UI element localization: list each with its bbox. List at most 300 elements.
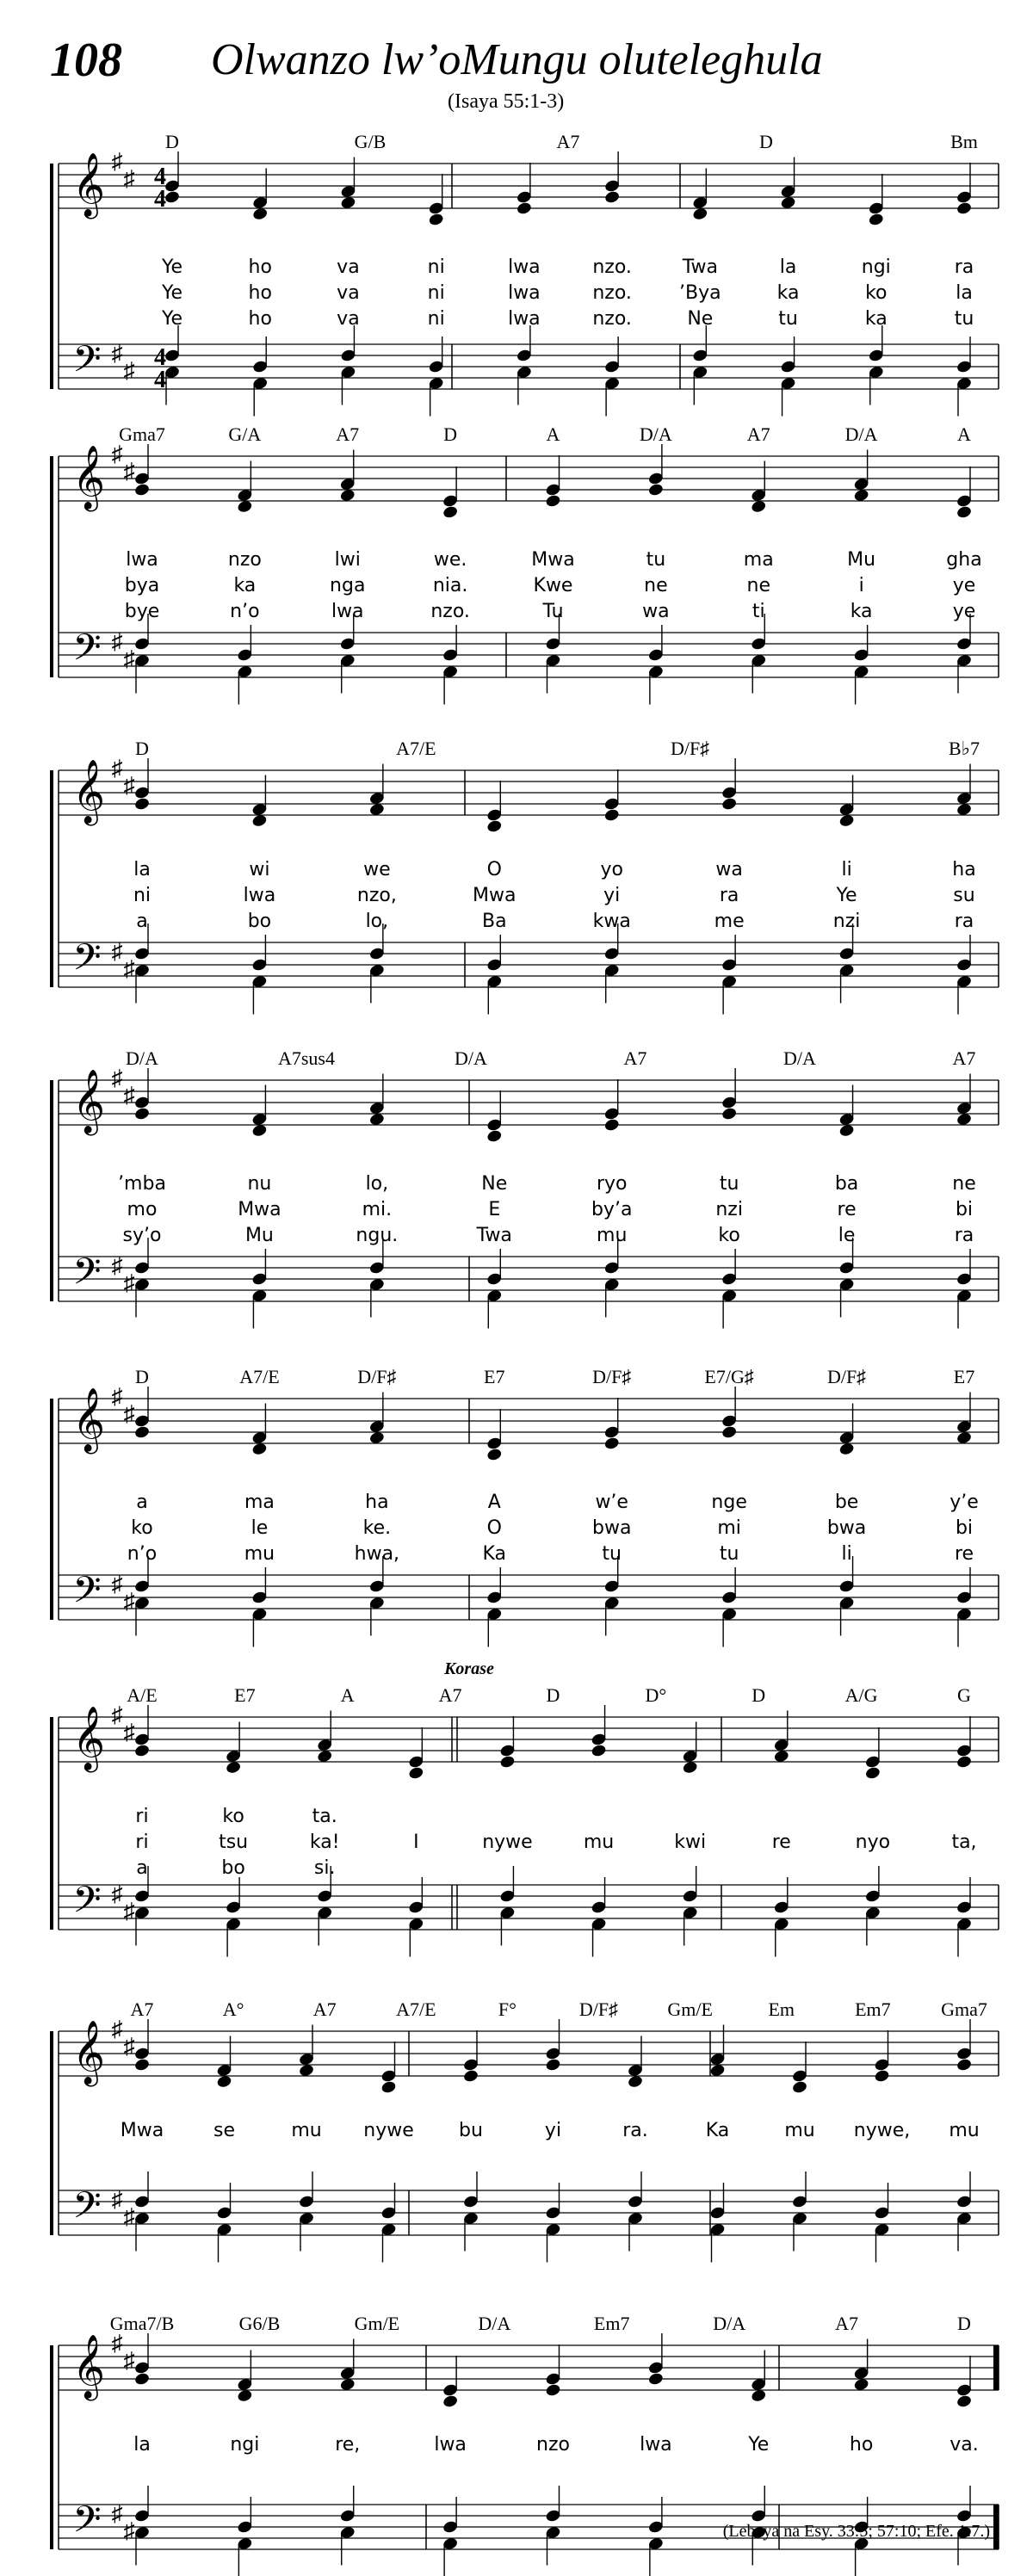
lyric-syllable: nia. (432, 575, 468, 596)
chord-symbol: D (135, 738, 149, 759)
lyric-syllable: Mu (244, 1225, 274, 1246)
lyric-syllable: nzo. (592, 282, 632, 304)
chord-symbol: D (443, 423, 458, 445)
treble-note (380, 2080, 397, 2095)
chord-symbol: D° (645, 1684, 667, 1706)
lyric-syllable: yi (603, 885, 621, 906)
lyric-syllable: Ye (748, 2434, 770, 2456)
lyric-syllable: ko (718, 1225, 740, 1246)
lyric-syllable: lwi (334, 549, 361, 571)
bass-clef: 𝄢 (72, 1881, 102, 1930)
chord-symbol: D/F♯ (826, 1366, 867, 1387)
treble-note (133, 1744, 150, 1758)
chord-symbol: D (546, 1684, 560, 1706)
treble-note (133, 2058, 150, 2073)
lyric-syllable: Mwa (531, 549, 575, 571)
lyric-syllable: ho (849, 2434, 874, 2456)
treble-note (603, 1118, 620, 1133)
key-sig-sharp-f: ♯ (111, 1253, 123, 1278)
chord-symbol: A/E (127, 1684, 158, 1706)
lyric-syllable: ye (952, 575, 976, 596)
lyric-syllable: la (133, 2434, 151, 2456)
chord-symbol: Gma7 (941, 1998, 987, 2020)
lyric-syllable: bye (124, 601, 160, 622)
lyric-syllable: ba (834, 1173, 859, 1195)
time-signature-top: 4 (154, 164, 166, 190)
chord-symbol: B♭7 (948, 738, 980, 759)
treble-clef: 𝄞 (72, 1389, 105, 1450)
lyric-syllable: nyo (855, 1832, 891, 1853)
chord-symbol: A (546, 423, 560, 445)
chord-symbol: G6/B (238, 2313, 281, 2334)
lyric-syllable: wi (249, 859, 270, 880)
chord-symbol: E7 (234, 1684, 256, 1706)
lyric-syllable: lo, (365, 1173, 389, 1195)
lyric-syllable: O (486, 1517, 502, 1539)
lyric-syllable: bu (459, 2120, 483, 2141)
lyric-syllable: Ka (482, 1543, 507, 1565)
key-sig-sharp-f: ♯ (111, 939, 123, 964)
footnote: (Lebaya na Esy. 33:5; 57:10; Efe. 1:7.) (722, 2522, 990, 2541)
bass-clef: 𝄢 (72, 1252, 102, 1301)
hymn-number: 108 (50, 34, 122, 87)
key-sig-sharp-f: ♯ (111, 1702, 123, 1727)
chord-symbol: A7 (312, 1998, 337, 2020)
lyric-syllable: Mu (847, 549, 876, 571)
treble-note (486, 1129, 503, 1144)
treble-note (408, 1766, 424, 1781)
lyric-syllable: mi. (362, 1199, 393, 1220)
treble-note (604, 190, 621, 205)
chord-symbol: D/F♯ (671, 738, 710, 759)
key-sig-sharp-f: ♯ (111, 149, 123, 174)
treble-note (868, 213, 884, 227)
lyric-syllable: sy’o (122, 1225, 162, 1246)
treble-note (133, 1425, 150, 1440)
lyric-syllable: mo (127, 1199, 158, 1220)
lyric-syllable: Tu (542, 601, 564, 622)
chord-symbol: A7 (130, 1998, 154, 2020)
chord-symbol: G/A (228, 423, 262, 445)
system-4 (52, 1068, 999, 1329)
lyric-syllable: Ba (481, 911, 507, 932)
treble-clef: 𝄞 (72, 447, 105, 508)
lyric-syllable: lwa (508, 282, 541, 304)
chord-symbol: A7 (438, 1684, 462, 1706)
chord-symbol: D/F♯ (357, 1366, 397, 1387)
treble-note (133, 483, 150, 497)
chord-symbol: E7 (953, 1366, 975, 1387)
bass-clef: 𝄢 (72, 1571, 102, 1620)
lyric-syllable: ra (719, 885, 739, 906)
lyric-syllable: wa (642, 601, 670, 622)
key-sig-sharp-c: ♯ (123, 358, 135, 383)
chord-symbol: D/A (478, 2313, 511, 2334)
lyric-syllable: nzo. (592, 256, 632, 278)
lyric-syllable: bo (221, 1857, 245, 1879)
treble-note (428, 213, 444, 227)
chord-symbol: D (759, 131, 773, 152)
lyric-syllable: by’a (591, 1199, 633, 1220)
lyric-syllable: me (714, 911, 745, 932)
lyric-syllable: ni (427, 282, 445, 304)
lyric-syllable: mu (583, 1832, 615, 1853)
lyric-syllable: nga (330, 575, 366, 596)
treble-note (486, 1448, 503, 1462)
lyric-syllable: wa (715, 859, 743, 880)
lyric-syllable: ka (776, 282, 800, 304)
key-sig-sharp-f: ♯ (111, 341, 123, 366)
chord-symbol: D (957, 2313, 971, 2334)
treble-note (721, 1425, 738, 1440)
key-sig-sharp-f: ♯ (111, 2501, 123, 2526)
lyric-syllable: we (363, 859, 391, 880)
lyric-syllable: ’mba (118, 1173, 166, 1195)
chord-symbol: D/A (783, 1047, 816, 1069)
treble-clef: 𝄞 (72, 2336, 105, 2397)
bass-clef: 𝄢 (72, 340, 102, 389)
key-sig-sharp-c: ♯ (123, 1589, 135, 1614)
hymn-title: Olwanzo lw’oMungu oluteleghula (211, 35, 823, 84)
lyric-syllable: la (956, 282, 973, 304)
lyric-syllable: i (858, 575, 864, 596)
lyric-syllable: hwa, (354, 1543, 400, 1565)
final-barline (993, 2505, 999, 2549)
chord-symbol: D/A (844, 423, 878, 445)
lyric-syllable: y’e (949, 1492, 979, 1513)
treble-note (956, 505, 972, 520)
lyric-syllable: ra (954, 256, 974, 278)
lyric-syllable: tsu (219, 1832, 249, 1853)
chord-symbol: G/B (354, 131, 387, 152)
lyric-syllable: ko (222, 1806, 244, 1827)
lyric-syllable: Ne (687, 308, 714, 330)
treble-note (462, 2069, 479, 2084)
lyric-syllable: E (488, 1199, 501, 1220)
chord-symbol: Gm/E (667, 1998, 713, 2020)
key-sig-sharp-f: ♯ (111, 1384, 123, 1409)
chord-symbol: D (752, 1684, 766, 1706)
lyric-syllable: mu (244, 1543, 275, 1565)
chord-symbol: A7 (746, 423, 770, 445)
lyric-syllable: ni (133, 885, 152, 906)
lyric-syllable: ni (427, 308, 445, 330)
lyric-syllable: tu (954, 308, 974, 330)
bass-clef: 𝄢 (72, 938, 102, 987)
key-sig-sharp-f: ♯ (111, 2187, 123, 2212)
bass-clef: 𝄢 (72, 2500, 102, 2549)
key-sig-sharp-c: ♯ (123, 1270, 135, 1295)
key-sig-sharp-c: ♯ (123, 166, 135, 191)
lyric-syllable: va. (949, 2434, 979, 2456)
lyric-syllable: kwi (674, 1832, 707, 1853)
lyric-syllable: ra (954, 1225, 974, 1246)
bass-clef: 𝄢 (72, 2186, 102, 2235)
lyric-syllable: Ye (836, 885, 857, 906)
lyric-syllable: bya (124, 575, 160, 596)
lyric-syllable: ka (864, 308, 888, 330)
chord-symbol: A/G (844, 1684, 878, 1706)
lyric-syllable: re (954, 1543, 974, 1565)
lyric-syllable: we. (433, 549, 467, 571)
treble-note (647, 2372, 664, 2387)
treble-note (545, 2383, 561, 2398)
lyric-syllable: lwa (243, 885, 276, 906)
treble-note (133, 2372, 150, 2387)
chord-symbol: Em (768, 1998, 795, 2020)
treble-note (133, 1107, 150, 1121)
lyric-syllable: tu (719, 1543, 739, 1565)
lyric-syllable: mu (949, 2120, 980, 2141)
chord-symbol: D/A (713, 2313, 746, 2334)
lyric-syllable: nywe, (853, 2120, 911, 2141)
lyric-syllable: ri (135, 1806, 149, 1827)
treble-clef: 𝄞 (72, 2022, 105, 2083)
treble-note (956, 1755, 972, 1770)
lyric-syllable: Ye (161, 308, 183, 330)
lyric-syllable: la (779, 256, 797, 278)
chord-symbol: D (165, 131, 179, 152)
treble-note (486, 819, 503, 834)
lyric-syllable: Ye (161, 282, 183, 304)
chord-symbol: D/F♯ (592, 1366, 632, 1387)
key-sig-sharp-c: ♯ (123, 2348, 135, 2373)
lyric-syllable: ho (248, 282, 272, 304)
key-sig-sharp-c: ♯ (123, 2034, 135, 2059)
lyric-syllable: ka! (309, 1832, 340, 1853)
key-sig-sharp-f: ♯ (111, 1881, 123, 1906)
lyric-syllable: ko (865, 282, 888, 304)
lyric-syllable: ma (244, 1492, 275, 1513)
lyric-syllable: gha (946, 549, 982, 571)
lyric-syllable: ryo (596, 1173, 628, 1195)
chord-symbol: G (957, 1684, 971, 1706)
chord-symbol: A7/E (396, 1998, 436, 2020)
key-sig-sharp-f: ♯ (111, 1572, 123, 1597)
lyric-syllable: A (487, 1492, 501, 1513)
lyric-syllable: ma (743, 549, 774, 571)
key-sig-sharp-c: ♯ (123, 1720, 135, 1745)
lyric-syllable: O (486, 859, 502, 880)
key-sig-sharp-c: ♯ (123, 1083, 135, 1108)
chord-symbol: E7/G♯ (704, 1366, 754, 1387)
lyric-syllable: ka (233, 575, 257, 596)
time-signature-bottom: 4 (154, 367, 166, 393)
treble-note (164, 190, 180, 205)
treble-note (956, 201, 972, 216)
key-sig-sharp-c: ♯ (123, 773, 135, 798)
lyric-syllable: ta. (312, 1806, 337, 1827)
lyric-syllable: mu (597, 1225, 628, 1246)
chord-symbol: D/A (126, 1047, 158, 1069)
lyric-syllable: n’o (127, 1543, 158, 1565)
key-sig-sharp-c: ♯ (123, 646, 135, 671)
chord-symbol: A7/E (239, 1366, 280, 1387)
lyric-syllable: ne (746, 575, 770, 596)
time-signature-top: 4 (154, 344, 166, 371)
chord-symbol: F° (498, 1998, 516, 2020)
lyric-syllable: tu (602, 1543, 622, 1565)
lyric-syllable: va (337, 308, 360, 330)
lyric-syllable: ha (952, 859, 976, 880)
lyric-syllable: bwa (591, 1517, 632, 1539)
treble-note (874, 2069, 890, 2084)
lyric-syllable: lwa (331, 601, 364, 622)
chord-symbol: A (957, 423, 971, 445)
treble-note (721, 797, 738, 812)
lyric-syllable: lo, (365, 911, 389, 932)
key-sig-sharp-f: ♯ (111, 1066, 123, 1090)
system-2 (52, 444, 999, 705)
lyric-syllable: ha (365, 1492, 389, 1513)
lyric-syllable: li (841, 859, 852, 880)
key-sig-sharp-c: ♯ (123, 1899, 135, 1924)
chord-symbol: Em7 (593, 2313, 630, 2334)
key-sig-sharp-f: ♯ (111, 629, 123, 654)
treble-clef: 𝄞 (72, 154, 105, 215)
key-sig-sharp-c: ♯ (123, 956, 135, 981)
key-sig-sharp-f: ♯ (111, 2017, 123, 2042)
treble-note (864, 1766, 881, 1781)
chord-symbol: D (135, 1366, 149, 1387)
chord-symbol: A7sus4 (277, 1047, 336, 1069)
lyric-syllable: bi (955, 1517, 974, 1539)
lyric-syllable: ne (952, 1173, 976, 1195)
lyric-syllable: nywe (482, 1832, 533, 1853)
lyric-syllable: nzo (227, 549, 262, 571)
lyric-syllable: ra. (622, 2120, 648, 2141)
lyric-syllable: a (136, 1857, 148, 1879)
lyric-syllable: n’o (230, 601, 260, 622)
lyric-syllable: nzi (832, 911, 861, 932)
chord-symbol: A7 (556, 131, 580, 152)
lyric-syllable: Kwe (533, 575, 573, 596)
lyric-syllable: tu (778, 308, 798, 330)
treble-note (499, 1755, 516, 1770)
chord-symbol: A° (222, 1998, 244, 2020)
key-sig-sharp-f: ♯ (111, 756, 123, 781)
treble-note (647, 483, 664, 497)
lyric-syllable: ka (850, 601, 873, 622)
chord-symbol: D/F♯ (578, 1998, 619, 2020)
lyric-syllable: bi (955, 1199, 974, 1220)
lyric-syllable: lwa (126, 549, 158, 571)
chord-symbol: A7/E (396, 738, 436, 759)
lyric-syllable: lwa (508, 256, 541, 278)
lyric-syllable: ta, (951, 1832, 977, 1853)
lyric-syllable: si. (313, 1857, 336, 1879)
time-signature-bottom: 4 (154, 186, 166, 213)
lyric-syllable: ko (131, 1517, 153, 1539)
lyric-syllable: ti (752, 601, 765, 622)
chord-symbol: Gm/E (354, 2313, 400, 2334)
key-sig-sharp-c: ♯ (123, 2204, 135, 2229)
lyric-syllable: nzo. (430, 601, 470, 622)
lyric-syllable: su (953, 885, 975, 906)
treble-note (442, 505, 459, 520)
chord-symbol: A7 (623, 1047, 647, 1069)
chord-symbol: A7 (336, 423, 360, 445)
lyric-syllable: ngi (861, 256, 891, 278)
lyric-syllable: li (841, 1543, 852, 1565)
lyric-syllable: mu (784, 2120, 815, 2141)
treble-note (956, 2058, 972, 2073)
lyric-syllable: lwa (508, 308, 541, 330)
lyric-syllable: Mwa (473, 885, 516, 906)
treble-clef: 𝄞 (72, 1071, 105, 1132)
chord-symbol: A (340, 1684, 355, 1706)
treble-note (545, 2058, 561, 2073)
lyric-syllable: ri (135, 1832, 149, 1853)
chord-symbol: Em7 (855, 1998, 891, 2020)
lyric-syllable: ngi (230, 2434, 260, 2456)
lyric-syllable: yo (600, 859, 623, 880)
lyric-syllable: ngu. (356, 1225, 399, 1246)
lyric-syllable: Twa (476, 1225, 512, 1246)
lyric-syllable: bo (247, 911, 272, 932)
lyric-syllable: nzo, (356, 885, 397, 906)
lyric-syllable: nu (247, 1173, 272, 1195)
lyric-syllable: la (133, 859, 151, 880)
lyric-syllable: re (837, 1199, 857, 1220)
treble-note (603, 1436, 620, 1451)
lyric-syllable: ye (952, 601, 976, 622)
lyric-syllable: nzo. (592, 308, 632, 330)
lyric-syllable: Mwa (120, 2120, 164, 2141)
lyric-syllable: re (771, 1832, 791, 1853)
treble-clef: 𝄞 (72, 761, 105, 822)
chord-symbol: A7 (835, 2313, 859, 2334)
lyric-syllable: mi (717, 1517, 741, 1539)
lyric-syllable: Ye (161, 256, 183, 278)
lyric-syllable: Ka (705, 2120, 730, 2141)
chord-symbol: D/A (639, 423, 672, 445)
lyric-syllable: lwa (434, 2434, 467, 2456)
chord-symbol: Bm (950, 131, 978, 152)
lyric-syllable: ho (248, 256, 272, 278)
lyric-syllable: ho (248, 308, 272, 330)
lyric-syllable: tu (719, 1173, 739, 1195)
bass-clef: 𝄢 (72, 628, 102, 677)
treble-clef: 𝄞 (72, 1708, 105, 1769)
lyric-syllable: se (213, 2120, 235, 2141)
lyric-syllable: Ne (481, 1173, 508, 1195)
lyric-syllable: va (337, 282, 360, 304)
lyric-syllable: va (337, 256, 360, 278)
treble-note (516, 201, 532, 216)
chord-symbol: A7 (952, 1047, 976, 1069)
final-barline (993, 2345, 999, 2390)
lyric-syllable: ni (427, 256, 445, 278)
lyric-syllable: Twa (682, 256, 718, 278)
lyric-syllable: ra (954, 911, 974, 932)
treble-note (133, 797, 150, 812)
scripture-reference: (Isaya 55:1-3) (448, 90, 565, 113)
lyric-syllable: nzi (715, 1199, 743, 1220)
key-sig-sharp-f: ♯ (111, 2331, 123, 2356)
lyric-syllable: kwa (592, 911, 631, 932)
section-label: Korase (444, 1659, 494, 1678)
lyric-syllable: bwa (826, 1517, 867, 1539)
chord-symbol: D/A (455, 1047, 487, 1069)
lyric-syllable: be (834, 1492, 859, 1513)
lyric-syllable: Mwa (238, 1199, 281, 1220)
lyric-syllable: nywe (363, 2120, 414, 2141)
chord-symbol: E7 (484, 1366, 505, 1387)
treble-note (591, 1744, 607, 1758)
lyric-syllable: a (136, 1492, 148, 1513)
key-sig-sharp-c: ♯ (123, 1401, 135, 1426)
